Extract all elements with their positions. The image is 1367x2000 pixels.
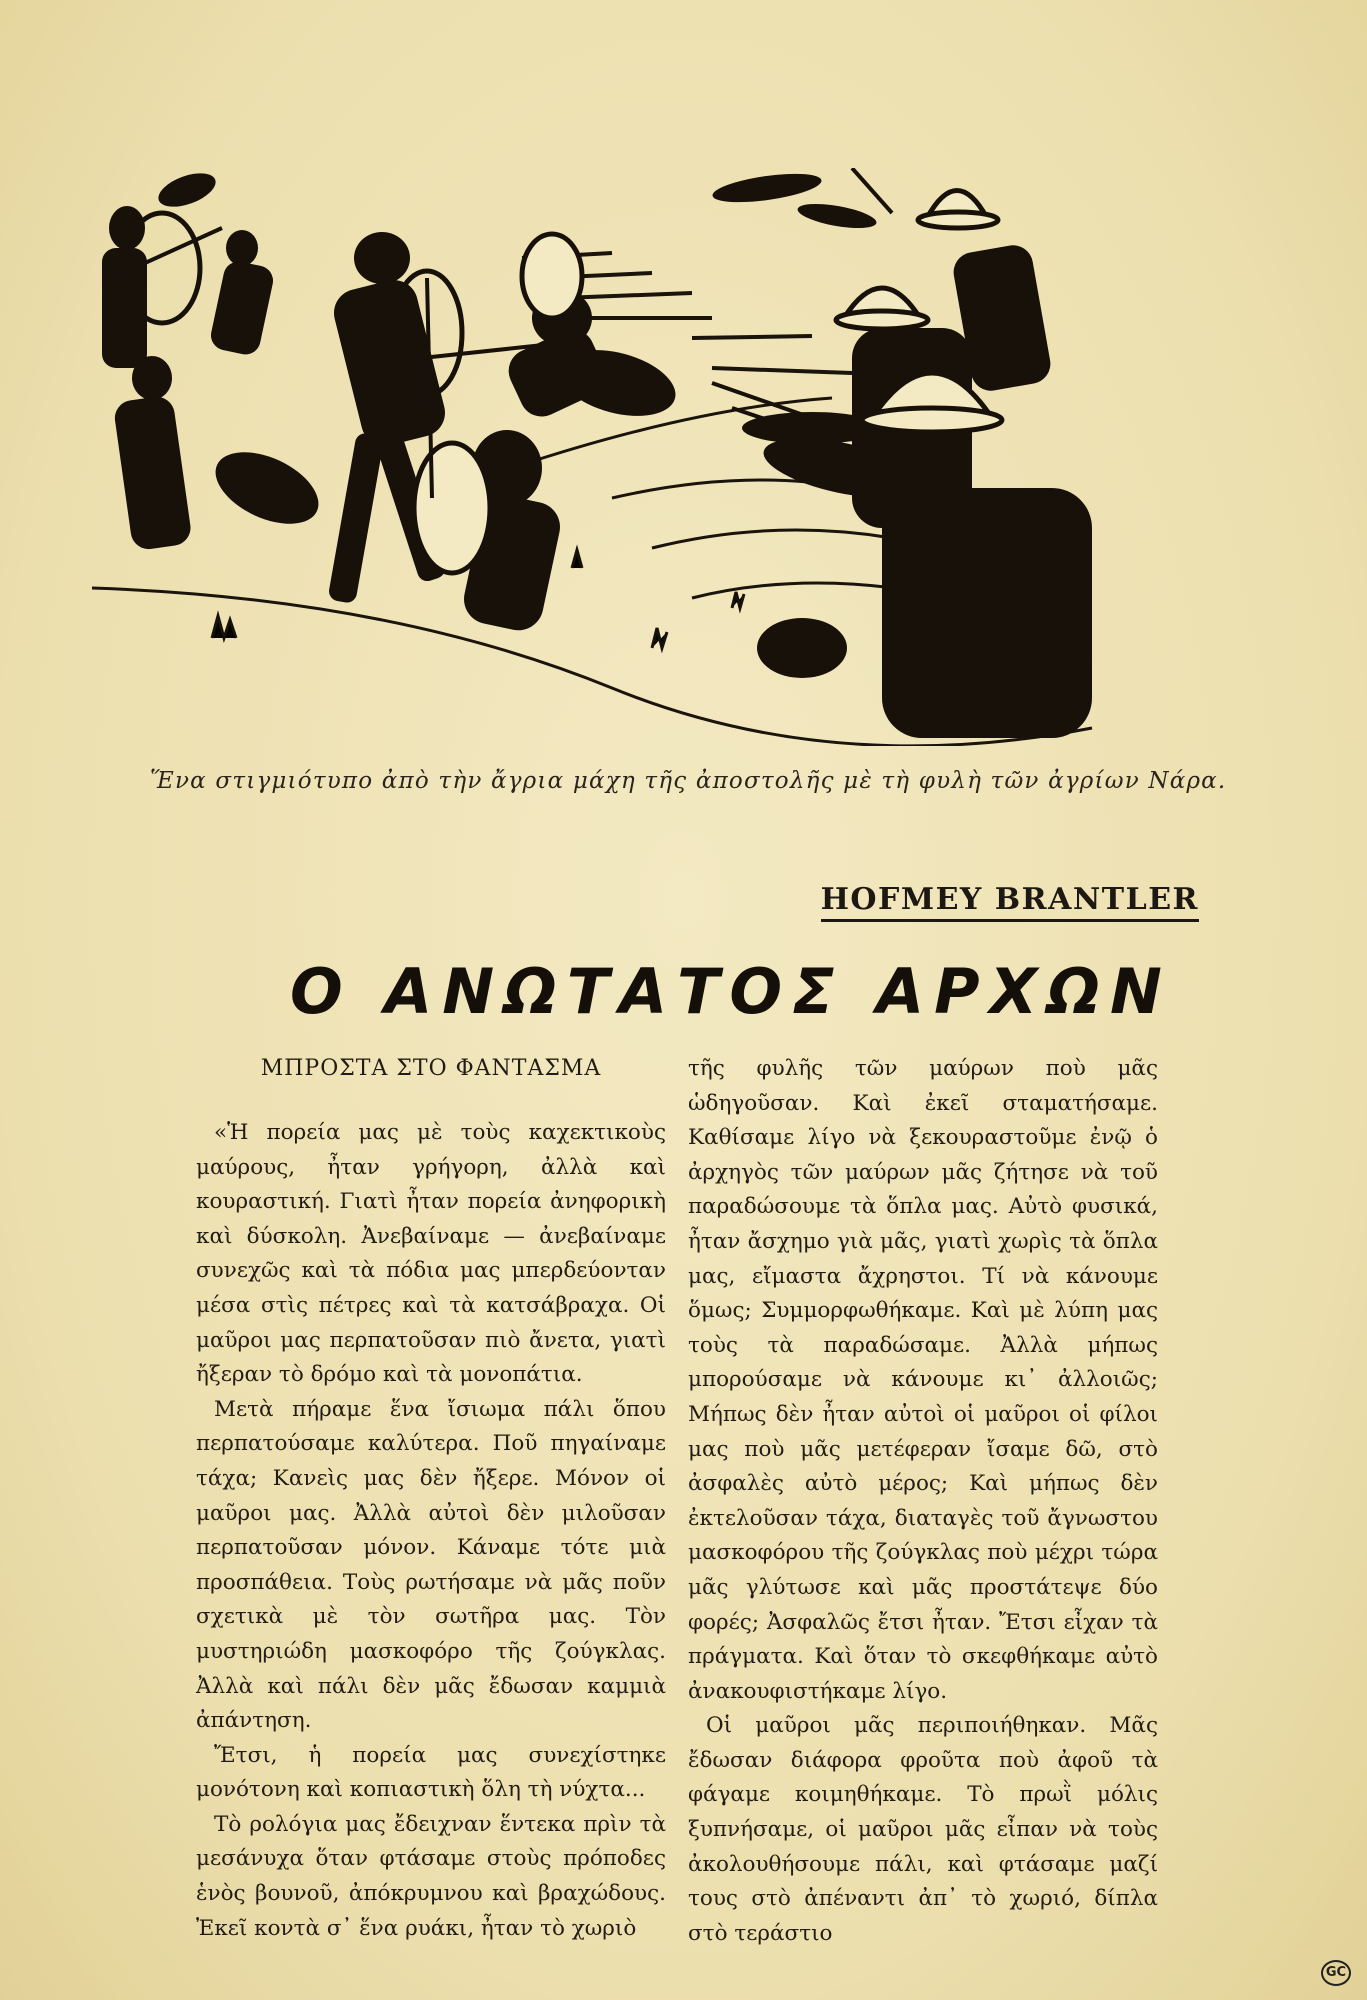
author-name: HOFMEY BRANTLER xyxy=(821,882,1199,922)
paragraph: Τὸ ρολόγια μας ἔδειχναν ἕντεκα πρὶν τὰ μεσάνυχα ὅταν φτάσαμε στοὺς πρόποδες ἑνὸς βουνοῦ, ἀπόκρυμνου καὶ βραχώδους. Ἐκεῖ κοντὰ σ᾽ ἕνα ρυάκι, ἦταν τὸ χωριὸ xyxy=(196,1811,666,1941)
battle-illustration xyxy=(92,168,1264,746)
illustration-caption: Ἕνα στιγμιότυπο ἀπὸ τὴν ἄγρια μάχη τῆς ἀποστολῆς μὲ τὴ φυλὴ τῶν ἀγρίων Νάρα. xyxy=(150,768,1227,794)
paragraph: Μετὰ πήραμε ἕνα ἴσιωμα πάλι ὅπου περπατούσαμε καλύτερα. Ποῦ πηγαίναμε τάχα; Κανεὶς μας δὲν ἤξερε. Μόνον οἱ μαῦροι μας. Ἀλλὰ αὐτοὶ δὲν μιλοῦσαν περπατοῦσαν μόνον. Κάναμε τότε μιὰ προσπάθεια. Τοὺς ρωτήσαμε νὰ μᾶς ποῦν σχετικὰ μὲ τὸν σωτῆρα μας. Τὸν μυστηριώδη μασκοφόρο τῆς ζούγκλας. Ἀλλὰ καὶ πάλι δὲν μᾶς ἔδωσαν καμμιὰ ἀπάντηση. xyxy=(196,1396,666,1734)
battle-woodcut-image xyxy=(92,168,1264,746)
paragraph: τῆς φυλῆς τῶν μαύρων ποὺ μᾶς ὡδηγοῦσαν. Καὶ ἐκεῖ σταματήσαμε. Καθίσαμε λίγο νὰ ξεκουραστοῦμε ἐνῷ ὁ ἀρχηγὸς τῶν μαύρων μᾶς ζήτησε νὰ τοῦ παραδώσουμε τὰ ὅπλα μας. Αὐτὸ φυσικά, ἦταν ἄσχημο γιὰ μᾶς, γιατὶ χωρὶς τὰ ὅπλα μας, εἴμαστα ἄχρηστοι. Τί νὰ κάνουμε ὅμως; Συμμορφωθήκαμε. Καὶ μὲ λύπη μας τοὺς τὰ παραδώσαμε. Ἀλλὰ μήπως μπορούσαμε νὰ κάνουμε κι᾽ ἀλλοιῶς; Μήπως δὲν ἦταν αὐτοὶ οἱ μαῦροι οἱ φίλοι μας ποὺ μᾶς μετέφεραν ἴσαμε δῶ, στὸ ἀσφαλὲς αὐτὸ μέρος; Καὶ μήπως δὲν ἐκτελοῦσαν τάχα, διαταγὲς τοῦ ἄγνωστου μασκοφόρου τῆς ζούγκλας ποὺ μέχρι τώρα μᾶς γλύτωσε καὶ μᾶς προστάτεψε δύο φορές; Ἀσφαλῶς ἔτσι ἦταν. Ἔτσι εἶχαν τὰ πράγματα. Καὶ ὅταν τὸ σκεφθήκαμε αὐτὸ ἀνακουφιστήκαμε λίγο. xyxy=(688,1056,1158,1704)
paragraph: Οἱ μαῦροι μᾶς περιποιήθηκαν. Μᾶς ἔδωσαν διάφορα φροῦτα ποὺ ἀφοῦ τὰ φάγαμε κοιμηθήκαμε. Τὸ πρωῒ μόλις ξυπνήσαμε, οἱ μαῦροι μᾶς εἶπαν νὰ τοὺς ἀκολουθήσουμε πάλι, καὶ φτάσαμε μαζί τους στὸ ἀπέναντι ἀπ᾽ τὸ χωριό, δίπλα στὸ τεράστιο xyxy=(688,1713,1158,1946)
text-column-left xyxy=(196,1052,666,1946)
paragraph: «Ἡ πορεία μας μὲ τοὺς καχεκτικοὺς μαύρους, ἦταν γρήγορη, ἀλλὰ καὶ κουραστική. Γιατὶ ἦταν πορεία ἀνηφορικὴ καὶ δύσκολη. Ἀνεβαίναμε — ἀνεβαίναμε συνεχῶς καὶ τὰ πόδια μας μπερδεύονταν μέσα στὶς πέτρες καὶ τὰ κατσάβραχα. Οἱ μαῦροι μας περπατοῦσαν πιὸ ἄνετα, γιατὶ ἤξεραν τὸ δρόμο καὶ τὰ μονοπάτια. xyxy=(196,1120,666,1388)
gc-logo: GC xyxy=(1321,1960,1351,1986)
article-title: Ο ΑΝΩΤΑΤΟΣ ΑΡΧΩΝ xyxy=(290,955,1172,1028)
section-subheading: ΜΠΡΟΣΤΑ ΣΤΟ ΦΑΝΤΑΣΜΑ xyxy=(260,1056,602,1081)
text-column-right xyxy=(688,1052,1158,1951)
paragraph: Ἔτσι, ἡ πορεία μας συνεχίστηκε μονότονη καὶ κοπιαστικὴ ὅλη τὴ νύχτα... xyxy=(196,1742,666,1803)
